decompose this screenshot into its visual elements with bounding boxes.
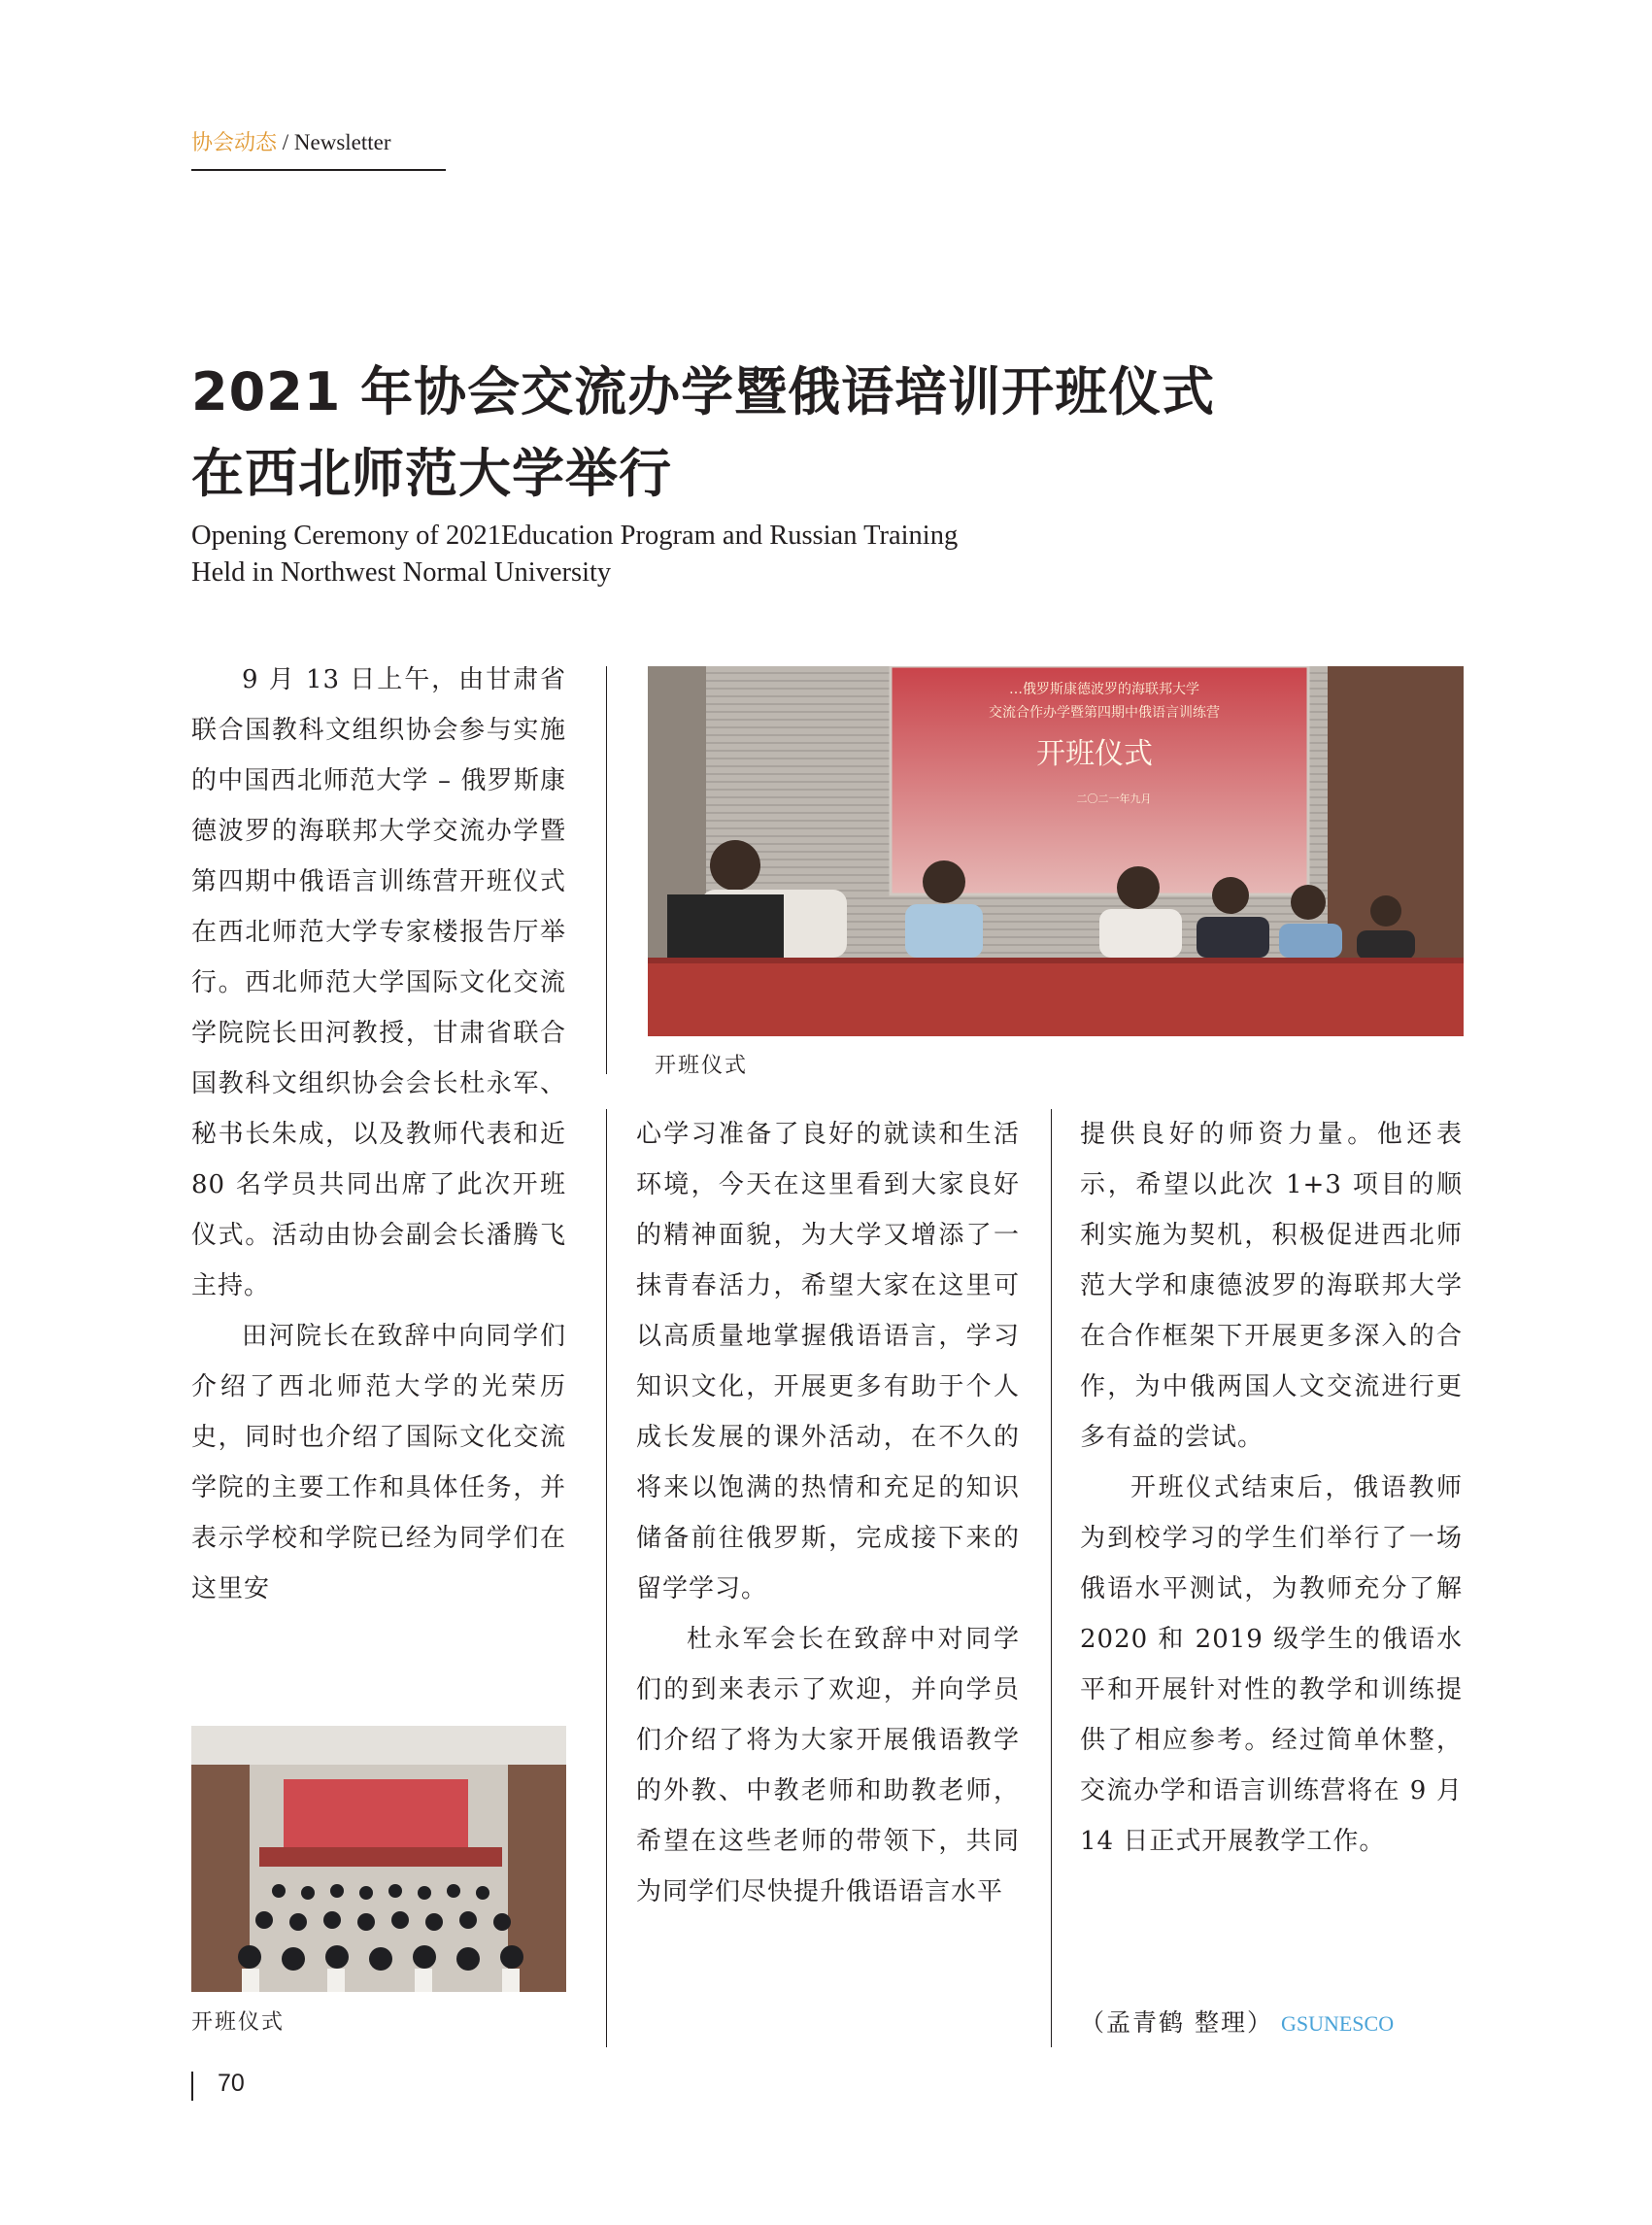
- column-rule: [1051, 1109, 1052, 2047]
- column-rule: [606, 1109, 607, 2047]
- screen-title: 开班仪式: [1036, 737, 1153, 771]
- section-name-en: Newsletter: [293, 130, 391, 154]
- screen-line-1: …俄罗斯康德波罗的海联邦大学: [1009, 682, 1199, 697]
- page-number-bar: [191, 2072, 193, 2101]
- paragraph: 开班仪式结束后，俄语教师为到校学习的学生们举行了一场俄语水平测试，为教师充分了解 2020 和 2019 级学生的俄语水平和开展针对性的教学和训练提供了相应参考。经过简单休整，交流办学和语言训练营将在 9 月 14 日正式开展教学工作。: [1080, 1473, 1463, 1856]
- ceremony-audience-photo: [191, 1726, 566, 1992]
- section-name: 协会动态: [191, 131, 278, 155]
- title-line-1: 2021 年协会交流办学暨俄语培训开班仪式: [191, 361, 1216, 422]
- photo-caption: 开班仪式: [655, 1054, 749, 1078]
- screen-line-2: 交流合作办学暨第四期中俄语言训练营: [989, 705, 1220, 721]
- title-line-2: 在西北师范大学举行: [191, 443, 672, 504]
- paragraph: 9 月 13 日上午，由甘肃省联合国教科文组织协会参与实施的中国西北师范大学 – 俄罗斯康德波罗的海联邦大学交流办学暨第四期中俄语言训练营开班仪式在西北师范大学专家楼报告厅举行。西北师范大学国际文化交流学院院长田河教授，甘肃省联合国教科文组织协会会长杜永军、秘书长朱成，以及教师代表和近 80 名学员共同出席了此次开班仪式。活动由协会副会长潘腾飞主持。: [191, 665, 566, 1300]
- source-label: GSUNESCO: [1280, 2011, 1395, 2036]
- article-title: [191, 352, 1215, 515]
- photo-caption: 开班仪式: [191, 2010, 286, 2035]
- author-signature: [1080, 2004, 1394, 2039]
- paragraph: 田河院长在致辞中向同学们介绍了西北师范大学的光荣历史，同时也介绍了国际文化交流学院的主要工作和具体任务，并表示学校和学院已经为同学们在这里安: [191, 1322, 566, 1603]
- paragraph: 心学习准备了良好的就读和生活环境，今天在这里看到大家良好的精神面貌，为大学又增添了一抹青春活力，希望大家在这里可以高质量地掌握俄语语言，学习知识文化，开展更多有助于个人成长发展的课外活动，在不久的将来以饱满的热情和充足的知识储备前往俄罗斯，完成接下来的留学学习。: [636, 1120, 1020, 1603]
- column-2: [636, 1109, 1020, 1917]
- column-1: [191, 655, 566, 1614]
- article-subtitle-en: [191, 518, 958, 591]
- ceremony-stage-photo: [648, 666, 1464, 1036]
- author-name: （孟青鹤 整理）: [1080, 2008, 1273, 2037]
- column-rule: [606, 666, 607, 1074]
- screen-date: 二〇二一年九月: [1076, 792, 1152, 805]
- paragraph: 杜永军会长在致辞中对同学们的到来表示了欢迎，并向学员们介绍了将为大家开展俄语教学的外教、中教老师和助教老师，希望在这些老师的带领下，共同为同学们尽快提升俄语语言水平: [636, 1625, 1020, 1906]
- section-header: [191, 126, 446, 171]
- paragraph: 提供良好的师资力量。他还表示，希望以此次 1+3 项目的顺利实施为契机，积极促进西北师范大学和康德波罗的海联邦大学在合作框架下开展更多深入的合作，为中俄两国人文交流进行更多有益的尝试。: [1080, 1120, 1463, 1452]
- subtitle-line-2: Held in Northwest Normal University: [191, 557, 612, 588]
- column-3: [1080, 1109, 1463, 1867]
- subtitle-line-1: Opening Ceremony of 2021Education Program and Russian Training: [191, 521, 959, 551]
- page-number: 70: [218, 2070, 245, 2097]
- section-separator: /: [277, 130, 294, 154]
